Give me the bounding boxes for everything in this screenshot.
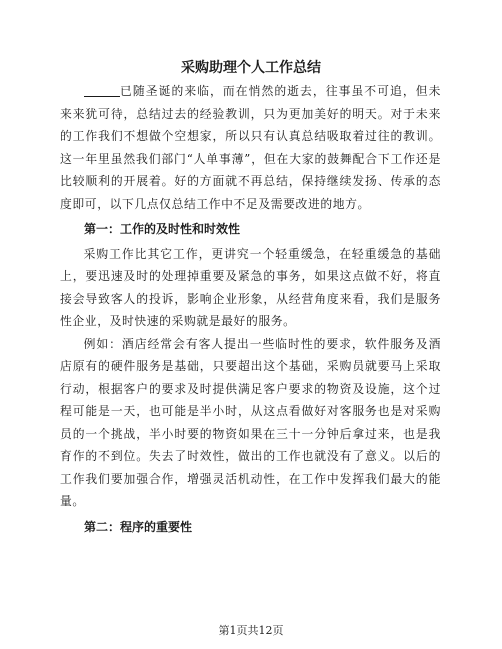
section1-paragraph-2: 例如：酒店经常会有客人提出一些临时性的要求，软件服务及酒店原有的硬件服务是基础，只要超出这个基础，采购员就要马上采取行动，根据客户的要求及时提供满足客户要求的物资及设施，这个过程可能是一天，也可能是半小时，从这点看做好对客服务也是对采购员的一个挑战，半小时要的物资如果在三十一分钟后拿过来，也是我育作的不到位。失去了时效性，做出的工作也就没有了意义。以后的工作我们要加强合作，增强灵活机动性，在工作中发挥我们最大的能量。: [60, 336, 441, 508]
intro-paragraph: [60, 80, 441, 215]
page-number-footer: 第1页共12页: [218, 624, 284, 637]
section1-paragraph-1: 采购工作比其它工作，更讲究一个轻重缓急，在轻重缓急的基础上，要迅速及时的处理掉重要及紧急的事务，如果这点做不好，将直接会导致客人的投诉，影响企业形象，从经营角度来看，我们是服务性企业，及时快速的采购就是最好的服务。: [60, 246, 441, 328]
blank-underline: [84, 84, 120, 97]
document-body: [60, 80, 441, 540]
section-heading-2: 第二：程序的重要性: [84, 519, 193, 534]
section-heading-1: 第一：工作的及时性和时效性: [84, 222, 241, 236]
document-title: 采购助理个人工作总结: [181, 60, 321, 76]
intro-text: 已随圣诞的来临，而在悄然的逝去，往事虽不可追，但未来来犹可待，总结过去的经验教训，只为更加美好的明天。对于未来的工作我们不想做个空想家，所以只有认真总结吸取着过往的教训。这一年里虽然我们部门“人单事薄”，但在大家的鼓舞配合下工作还是比较顺利的开展着。好的方面就不再总结，保持继续发扬、传承的态度即可，以下几点仅总结工作中不足及需要改进的地方。: [60, 84, 441, 211]
